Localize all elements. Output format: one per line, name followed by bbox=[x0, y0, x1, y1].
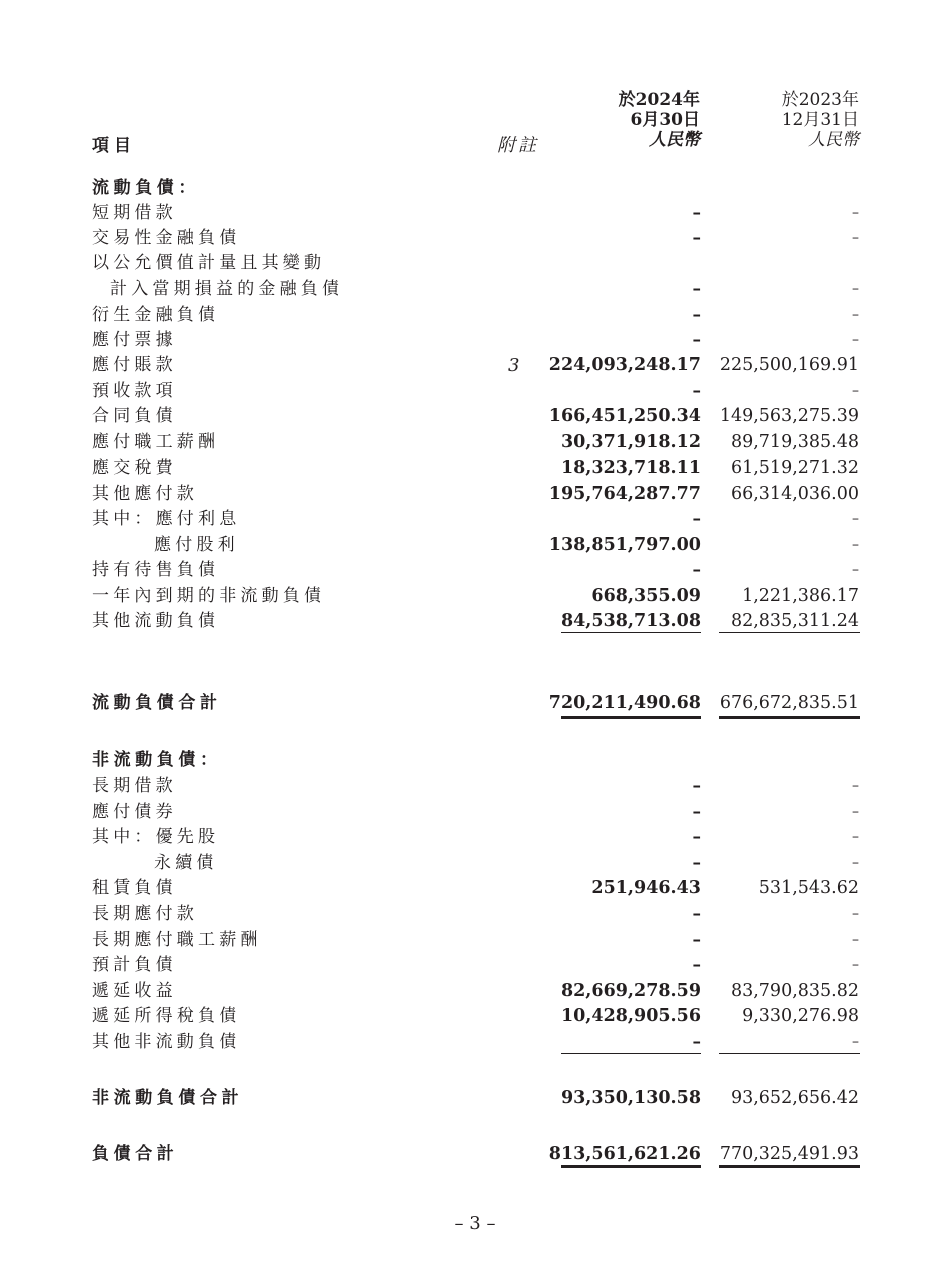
current-value: – bbox=[692, 904, 701, 924]
table-rule bbox=[719, 632, 860, 633]
row-label: 應付債券 bbox=[92, 802, 177, 822]
current-value: 813,561,621.26 bbox=[548, 1144, 701, 1164]
table-row bbox=[0, 876, 950, 901]
table-row bbox=[0, 507, 950, 532]
table-rule bbox=[561, 1053, 701, 1054]
prior-value: – bbox=[852, 383, 859, 399]
prior-value: – bbox=[852, 230, 859, 246]
prior-period-header bbox=[782, 90, 859, 150]
current-value: 668,355.09 bbox=[591, 586, 701, 606]
current-value: – bbox=[692, 305, 701, 325]
table-row bbox=[0, 902, 950, 927]
prior-value: – bbox=[852, 829, 859, 845]
prior-value: 83,790,835.82 bbox=[730, 981, 859, 1001]
row-label: 預計負債 bbox=[92, 955, 177, 975]
row-label: 應交稅費 bbox=[92, 458, 177, 478]
row-label: 永續債 bbox=[154, 853, 218, 873]
current-value: – bbox=[692, 1032, 701, 1052]
prior-value: 149,563,275.39 bbox=[719, 406, 859, 426]
row-label: 短期借款 bbox=[92, 203, 177, 223]
row-label: 長期應付職工薪酬 bbox=[92, 930, 262, 950]
prior-value: – bbox=[852, 281, 859, 297]
current-value: – bbox=[692, 279, 701, 299]
row-label: 其中：應付利息 bbox=[92, 509, 241, 529]
current-value: 224,093,248.17 bbox=[548, 355, 701, 375]
table-rule bbox=[719, 716, 860, 719]
row-label: 應付賬款 bbox=[92, 355, 177, 375]
current-value: – bbox=[692, 930, 701, 950]
table-row bbox=[0, 533, 950, 558]
table-row bbox=[0, 303, 950, 328]
row-label: 長期借款 bbox=[92, 776, 177, 796]
current-value: 10,428,905.56 bbox=[560, 1006, 701, 1026]
current-value: – bbox=[692, 330, 701, 350]
prior-value: 531,543.62 bbox=[758, 878, 859, 898]
prior-value: – bbox=[852, 511, 859, 527]
current-period-line-2: 6月30日 bbox=[630, 110, 700, 130]
prior-period-currency: 人民幣 bbox=[808, 130, 859, 150]
row-label: 應付職工薪酬 bbox=[92, 432, 220, 452]
table-row bbox=[0, 251, 950, 276]
prior-value: – bbox=[852, 537, 859, 553]
current-value: – bbox=[692, 228, 701, 248]
row-label: 其中：優先股 bbox=[92, 827, 220, 847]
prior-value: 82,835,311.24 bbox=[730, 611, 859, 631]
prior-value: 225,500,169.91 bbox=[719, 355, 859, 375]
row-label: 預收款項 bbox=[92, 381, 177, 401]
row-label: 其他非流動負債 bbox=[92, 1032, 241, 1052]
prior-value: – bbox=[852, 778, 859, 794]
table-rule bbox=[561, 632, 701, 633]
table-row bbox=[0, 584, 950, 609]
current-period-currency: 人民幣 bbox=[649, 130, 700, 150]
current-value: – bbox=[692, 802, 701, 822]
prior-value: 770,325,491.93 bbox=[719, 1144, 859, 1164]
prior-value: – bbox=[852, 1034, 859, 1050]
row-label: 一年內到期的非流動負債 bbox=[92, 586, 326, 606]
table-row bbox=[0, 1004, 950, 1029]
row-label: 遞延收益 bbox=[92, 981, 177, 1001]
row-label: 遞延所得稅負債 bbox=[92, 1006, 241, 1026]
table-row bbox=[0, 800, 950, 825]
table-row bbox=[0, 328, 950, 353]
current-value: – bbox=[692, 203, 701, 223]
current-value: 84,538,713.08 bbox=[560, 611, 701, 631]
table-rule bbox=[719, 1053, 860, 1054]
current-period-header bbox=[619, 90, 700, 150]
current-value: 18,323,718.11 bbox=[560, 458, 701, 478]
prior-value: – bbox=[852, 855, 859, 871]
prior-period-line-2: 12月31日 bbox=[781, 110, 859, 130]
page-number: – 3 – bbox=[454, 1213, 496, 1234]
current-value: – bbox=[692, 560, 701, 580]
row-label: 交易性金融負債 bbox=[92, 228, 241, 248]
current-value: – bbox=[692, 509, 701, 529]
table-rule bbox=[561, 1165, 701, 1168]
table-row bbox=[0, 558, 950, 583]
table-row bbox=[0, 430, 950, 455]
prior-value: – bbox=[852, 957, 859, 973]
table-row bbox=[0, 774, 950, 799]
current-value: – bbox=[692, 776, 701, 796]
prior-period-line-1: 於2023年 bbox=[781, 90, 859, 110]
row-label: 負債合計 bbox=[92, 1144, 179, 1164]
current-value: 93,350,130.58 bbox=[560, 1088, 701, 1108]
prior-value: 89,719,385.48 bbox=[730, 432, 859, 452]
table-row bbox=[0, 928, 950, 953]
table-row bbox=[0, 277, 950, 302]
total-row bbox=[0, 1086, 950, 1111]
table-row bbox=[0, 979, 950, 1004]
row-label: 計入當期損益的金融負債 bbox=[110, 279, 344, 299]
table-row bbox=[0, 1030, 950, 1055]
current-value: 251,946.43 bbox=[591, 878, 701, 898]
prior-value: – bbox=[852, 804, 859, 820]
current-value: 30,371,918.12 bbox=[560, 432, 701, 452]
row-label: 非流動負債： bbox=[92, 750, 222, 770]
prior-value: – bbox=[852, 906, 859, 922]
table-rule bbox=[719, 1165, 860, 1168]
prior-value: 1,221,386.17 bbox=[742, 586, 859, 606]
row-label: 流動負債： bbox=[92, 178, 200, 198]
current-value: 82,669,278.59 bbox=[560, 981, 701, 1001]
current-value: – bbox=[692, 853, 701, 873]
table-row bbox=[0, 825, 950, 850]
row-label: 持有待售負債 bbox=[92, 560, 220, 580]
prior-value: 9,330,276.98 bbox=[742, 1006, 859, 1026]
current-value: 720,211,490.68 bbox=[548, 693, 701, 713]
section-header bbox=[0, 748, 950, 773]
table-row bbox=[0, 482, 950, 507]
table-row bbox=[0, 609, 950, 634]
current-value: – bbox=[692, 955, 701, 975]
item-column-header: 項目 bbox=[92, 136, 136, 156]
total-row bbox=[0, 691, 950, 716]
prior-value: – bbox=[852, 332, 859, 348]
prior-value: 61,519,271.32 bbox=[730, 458, 859, 478]
current-value: 195,764,287.77 bbox=[548, 484, 701, 504]
note-column-header: 附註 bbox=[497, 135, 539, 156]
row-note: 3 bbox=[508, 355, 520, 376]
current-value: 138,851,797.00 bbox=[548, 535, 701, 555]
row-label: 應付股利 bbox=[154, 535, 239, 555]
row-label: 長期應付款 bbox=[92, 904, 198, 924]
row-label: 合同負債 bbox=[92, 406, 177, 426]
row-label: 非流動負債合計 bbox=[92, 1088, 244, 1108]
table-row bbox=[0, 953, 950, 978]
current-value: – bbox=[692, 381, 701, 401]
prior-value: 93,652,656.42 bbox=[730, 1088, 859, 1108]
row-label: 衍生金融負債 bbox=[92, 305, 220, 325]
current-value: – bbox=[692, 827, 701, 847]
row-label: 其他流動負債 bbox=[92, 611, 220, 631]
prior-value: – bbox=[852, 932, 859, 948]
row-label: 以公允價值計量且其變動 bbox=[92, 253, 326, 273]
row-label: 其他應付款 bbox=[92, 484, 198, 504]
section-header bbox=[0, 176, 950, 201]
prior-value: 676,672,835.51 bbox=[719, 693, 859, 713]
table-row bbox=[0, 456, 950, 481]
row-label: 租賃負債 bbox=[92, 878, 177, 898]
table-row bbox=[0, 379, 950, 404]
table-row bbox=[0, 851, 950, 876]
total-row bbox=[0, 1142, 950, 1167]
table-row bbox=[0, 353, 950, 378]
row-label: 流動負債合計 bbox=[92, 693, 222, 713]
table-rule bbox=[561, 716, 701, 719]
current-value: 166,451,250.34 bbox=[548, 406, 701, 426]
table-row bbox=[0, 226, 950, 251]
row-label: 應付票據 bbox=[92, 330, 177, 350]
table-row bbox=[0, 404, 950, 429]
prior-value: – bbox=[852, 205, 859, 221]
prior-value: – bbox=[852, 562, 859, 578]
current-period-line-1: 於2024年 bbox=[618, 90, 700, 110]
prior-value: 66,314,036.00 bbox=[730, 484, 859, 504]
prior-value: – bbox=[852, 307, 859, 323]
table-row bbox=[0, 201, 950, 226]
